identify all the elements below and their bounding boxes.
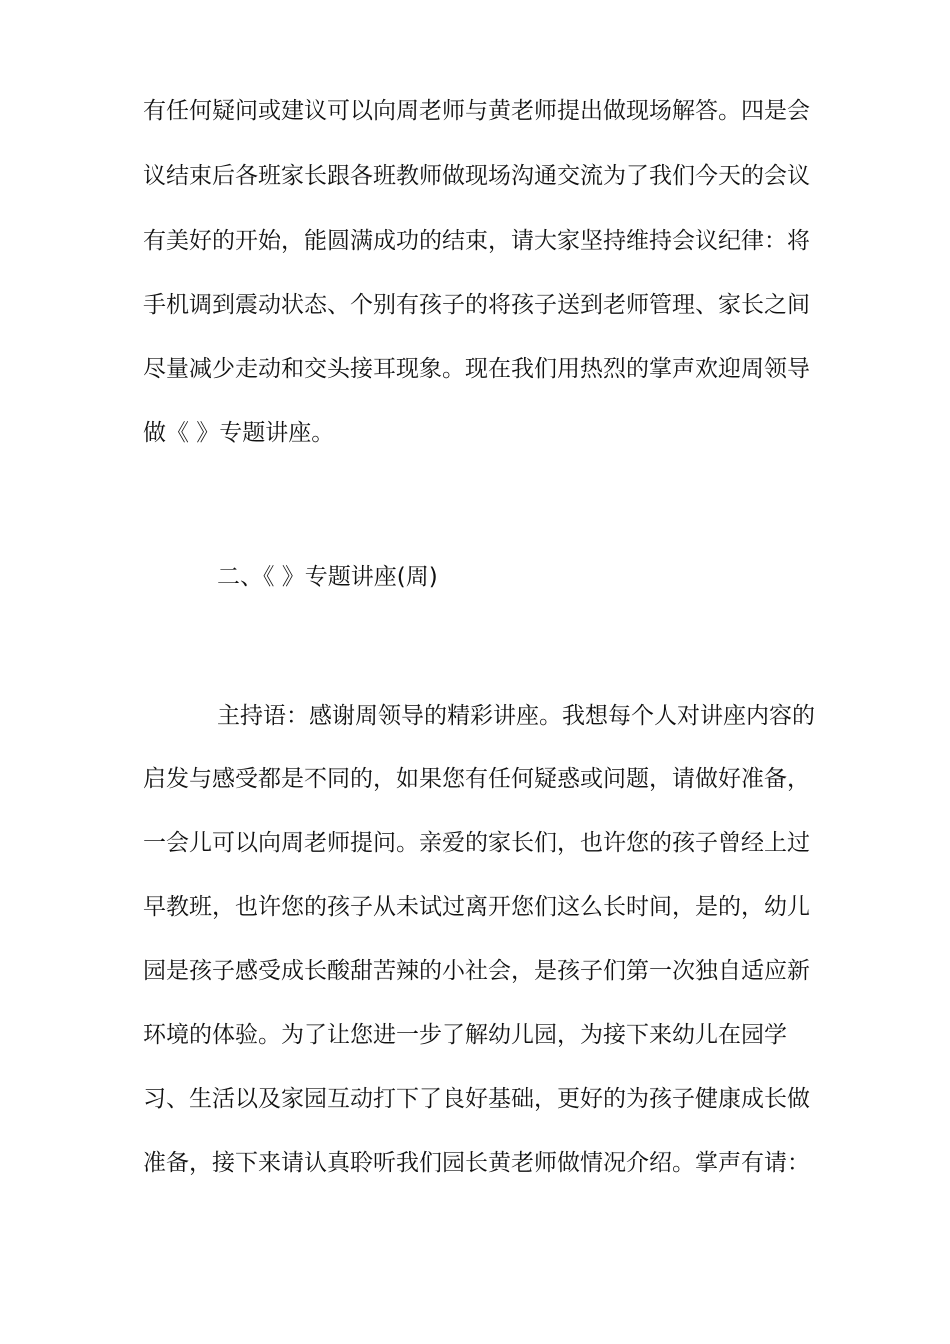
paragraph-line: 早教班，也许您的孩子从未试过离开您们这么长时间，是的，幼儿 [143,894,810,920]
paragraph-line: 习、生活以及家园互动打下了良好基础，更好的为孩子健康成长做 [143,1086,810,1112]
paragraph-line: 主持语：感谢周领导的精彩讲座。我想每个人对讲座内容的 [217,703,815,729]
paragraph-line: 议结束后各班家长跟各班教师做现场沟通交流为了我们今天的会议 [143,163,810,189]
paragraph-line: 有任何疑问或建议可以向周老师与黄老师提出做现场解答。四是会 [143,98,810,124]
section-heading-text: 二、《 》专题讲座(周) [217,564,438,590]
paragraph-line: 启发与感受都是不同的，如果您有任何疑惑或问题，请做好准备， [143,766,810,792]
paragraph-line: 有美好的开始，能圆满成功的结束，请大家坚持维持会议纪律：将 [143,228,810,254]
paragraph-line: 尽量减少走动和交头接耳现象。现在我们用热烈的掌声欢迎周领导 [143,356,810,382]
paragraph-line: 做《 》专题讲座。 [143,420,335,446]
paragraph-line: 手机调到震动状态、个别有孩子的将孩子送到老师管理、家长之间 [143,292,810,318]
paragraph-line: 一会儿可以向周老师提问。亲爱的家长们，也许您的孩子曾经上过 [143,830,810,856]
paragraph-line: 园是孩子感受成长酸甜苦辣的小社会，是孩子们第一次独自适应新 [143,958,810,984]
paragraph-line: 环境的体验。为了让您进一步了解幼儿园，为接下来幼儿在园学 [143,1022,787,1048]
paragraph-line: 准备，接下来请认真聆听我们园长黄老师做情况介绍。掌声有请： [143,1150,810,1176]
